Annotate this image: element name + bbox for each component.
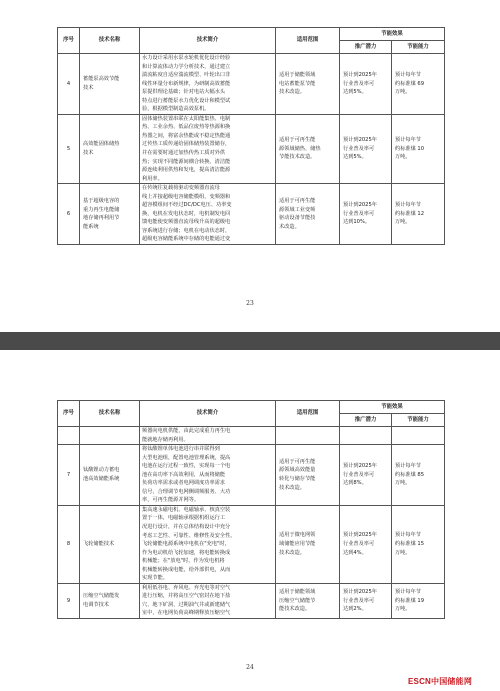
energy-saving-capacity-line: 约标准煤 10 — [395, 145, 424, 152]
application-scope-line: 源领域储热、储热 — [279, 145, 321, 152]
energy-saving-capacity-line: 万吨。 — [395, 549, 411, 556]
technology-name-cell — [80, 184, 140, 245]
promotion-potential-line: 行业普及率可 — [343, 597, 375, 604]
technology-intro-line: 进行压缩，并将高压空气密封在地下盐 — [142, 593, 231, 600]
application-scope-line: 转化与储存节能 — [279, 476, 316, 482]
technology-name-line: 技术 — [83, 150, 94, 157]
energy-saving-capacity-cell — [392, 445, 445, 506]
energy-saving-capacity-line: 预计每年节 — [395, 463, 421, 470]
header-capacity: 节能能力 — [392, 41, 445, 54]
technology-name-line: 重力再生电能储 — [83, 206, 120, 213]
application-scope-line: 适用于可再生能 — [279, 137, 316, 144]
technology-intro-line: 源连续利用供热和发电，提高清洁能源 — [142, 167, 231, 174]
header-name: 技术名称 — [80, 401, 140, 427]
technology-name-cell — [80, 445, 140, 506]
technology-name-line: 地存储再利用节 — [83, 215, 120, 222]
technology-intro-cell — [140, 54, 276, 115]
energy-saving-capacity-cell — [392, 54, 445, 115]
technology-intro-line: 过传热工质传递给固体储热装置储存， — [142, 141, 231, 148]
technology-intro-line: 率，可再生能源并网等。 — [142, 497, 200, 504]
technology-intro-line: 线性环量分布新规律，为研制高效蓄能 — [142, 80, 231, 87]
energy-saving-capacity-line: 约标准煤 15 — [395, 541, 424, 548]
energy-saving-capacity-line: 约标准煤 19 — [395, 597, 424, 604]
technology-name-line: 能系统 — [83, 223, 99, 230]
application-scope-line: 驱动设备节能技 — [279, 215, 316, 222]
technology-intro-line: 容系统进行存储；电机在电动状态时， — [142, 227, 231, 234]
promotion-potential-cell — [340, 505, 392, 583]
application-scope-line: 压缩空气储能节 — [279, 597, 316, 604]
header-potential: 推广潜力 — [340, 414, 392, 427]
promotion-potential-cell — [340, 583, 392, 618]
row-number-cell: 7 — [58, 445, 80, 506]
technology-intro-line: 超级电容储能系统中存储的电能通过变 — [142, 236, 231, 243]
promotion-potential-line: 预计到2025年 — [343, 137, 377, 144]
application-scope-line: 适用于储能领域 — [279, 72, 316, 79]
energy-saving-capacity-line: 万吨。 — [395, 89, 411, 96]
application-scope-line: 节能技术改造。 — [279, 154, 316, 161]
technology-intro-cell — [140, 184, 276, 245]
technology-intro-line: 实现节能。 — [142, 575, 168, 582]
energy-saving-capacity-line: 预计每年节 — [395, 72, 421, 79]
energy-saving-capacity-cell — [392, 583, 445, 618]
energy-saving-capacity-line: 约标准煤 85 — [395, 471, 424, 478]
technology-intro-line: 将钛酸锂单体电池进行串并联得到 — [142, 446, 220, 453]
technology-name-line: 高效能固体储热 — [83, 141, 120, 148]
document-page-24 — [0, 350, 500, 691]
page-divider — [0, 332, 500, 350]
application-scope-line: 源领域高效能量 — [279, 467, 316, 474]
technology-intro-line: 考虑工艺性、可靠性、维修性及安全性。 — [142, 532, 236, 539]
document-page-23 — [0, 0, 500, 332]
application-scope-line: 适用于微电网领 — [279, 532, 316, 539]
energy-saving-capacity-line: 预计每年节 — [395, 202, 421, 209]
application-scope-cell — [276, 184, 340, 245]
technology-name-line: 技术 — [83, 84, 94, 91]
promotion-potential-line: 预计到2025年 — [343, 202, 377, 209]
technology-name-cell — [80, 505, 140, 583]
technology-intro-line: 能就地存储再利用。 — [142, 436, 189, 443]
energy-saving-capacity-line: 预计每年节 — [395, 137, 421, 144]
application-scope-line: 适用于可再生能 — [279, 458, 316, 465]
technology-name-cell — [80, 54, 140, 115]
header-potential: 推广潜力 — [340, 41, 392, 54]
technology-intro-line: 利用率。 — [142, 175, 163, 182]
energy-saving-capacity-line: 预计每年节 — [395, 532, 421, 539]
header-no: 序号 — [58, 401, 80, 427]
application-scope-cell — [276, 445, 340, 506]
promotion-potential-line: 达到10%。 — [343, 219, 371, 226]
promotion-potential-cell — [340, 427, 392, 445]
technology-intro-line: 集高速永磁电机、电磁轴承、核真空装 — [142, 506, 231, 513]
technology-intro-line: 穴、地下矿洞、过期油气井或新建储气 — [142, 601, 231, 608]
technology-intro-line: 池在高功率下高效利用，从而将储能 — [142, 471, 226, 478]
application-scope-cell — [276, 114, 340, 183]
promotion-potential-line: 行业普及率可 — [343, 145, 375, 152]
row-number-cell: 4 — [58, 54, 80, 115]
technology-intro-line: 信号，合理调节电网侧调频服务、大功 — [142, 488, 231, 495]
application-scope-line: 技术改造。 — [279, 484, 305, 491]
escn-logo — [408, 676, 472, 687]
technology-intro-cell — [140, 505, 276, 583]
table-row — [58, 445, 445, 506]
technology-intro-line: 固体储热装置串联在太阳能集热、电制 — [142, 115, 231, 122]
application-scope-line: 能技术改造。 — [279, 606, 311, 613]
technology-intro-line: 泵提供理论基础；针对电站大幅水头 — [142, 89, 226, 96]
table-row — [58, 583, 445, 618]
technology-intro-line: 水力设计采用水泵水轮机优化设计经验 — [142, 55, 231, 61]
technology-intro-line: 负荷功率需求或者电网调度功率需求 — [142, 480, 226, 487]
application-scope-cell — [276, 54, 340, 115]
promotion-potential-line: 预计到2025年 — [343, 463, 377, 470]
application-scope-line: 技术改造。 — [279, 89, 305, 96]
technology-name-cell — [80, 427, 140, 445]
application-scope-line: 域储能应用节能 — [279, 541, 316, 548]
promotion-potential-line: 行业普及率可 — [343, 80, 375, 87]
promotion-potential-cell — [340, 114, 392, 183]
technology-intro-line: 频器向电机供能，由此完成重力再生电 — [142, 428, 231, 434]
technology-name-line: 压缩空气储能发 — [83, 593, 120, 600]
application-scope-line: 术改造。 — [279, 223, 300, 230]
table-row — [58, 114, 445, 183]
row-number-cell — [58, 427, 80, 445]
table-row — [58, 505, 445, 583]
header-effect: 节能效果 — [340, 401, 445, 414]
header-no: 序号 — [58, 28, 80, 54]
technology-intro-line: 室中，在电网负荷高峰期释放压缩空气 — [142, 610, 231, 617]
row-number-cell: 5 — [58, 114, 80, 183]
technology-intro-line: 利用低谷电、弃风电、弃光电等对空气 — [142, 584, 231, 591]
row-number-cell: 6 — [58, 184, 80, 245]
header-intro: 技术简介 — [140, 401, 276, 427]
energy-saving-capacity-cell — [392, 114, 445, 183]
row-number-cell: 9 — [58, 583, 80, 618]
technology-intro-line: 热器之间，将富余热能或不稳定热能通 — [142, 132, 231, 139]
application-scope-cell — [276, 583, 340, 618]
promotion-potential-line: 达到2%。 — [343, 606, 367, 613]
energy-saving-capacity-cell — [392, 184, 445, 245]
application-scope-line: 技术改造。 — [279, 549, 305, 556]
promotion-potential-line: 达到4%。 — [343, 549, 367, 556]
technology-intro-line: 置于一体，电磁轴承根据机组运行工 — [142, 515, 226, 522]
technology-name-line: 池高效储能系统 — [83, 476, 120, 482]
header-name: 技术名称 — [80, 28, 140, 54]
application-scope-line: 适用于储能领域 — [279, 589, 316, 596]
technology-intro-line: 电池在运行过程一致性，实现每一个电 — [142, 463, 231, 470]
technology-intro-cell — [140, 445, 276, 506]
promotion-potential-cell — [340, 184, 392, 245]
promotion-potential-line: 行业普及率可 — [343, 210, 375, 217]
row-number-cell: 8 — [58, 505, 80, 583]
promotion-potential-line: 达到5%。 — [343, 154, 367, 161]
technology-name-cell — [80, 583, 140, 618]
application-scope-line: 源领域工业变频 — [279, 206, 316, 213]
energy-saving-capacity-cell — [392, 427, 445, 445]
application-scope-line: 适用于可再生能 — [279, 197, 316, 204]
technology-intro-cell — [140, 114, 276, 183]
technology-intro-cell — [140, 583, 276, 618]
header-scope: 适用范围 — [276, 401, 340, 427]
header-capacity: 节能能力 — [392, 414, 445, 427]
technology-name-cell — [80, 114, 140, 183]
energy-saving-capacity-line: 万吨。 — [395, 219, 411, 226]
technology-intro-line: 换，电机在发电状态时，电机制发电回 — [142, 210, 231, 217]
energy-saving-capacity-line: 约标准煤 12 — [395, 210, 424, 217]
header-scope: 适用范围 — [276, 28, 340, 54]
logo-brand: ESCN — [408, 677, 432, 686]
table-row — [58, 184, 445, 245]
technology-name-line: 钛酸锂动力蓄电 — [83, 467, 120, 474]
technology-intro-line: 作为电动机给飞轮加速，将电能转换成 — [142, 549, 231, 556]
technology-intro-line: 馈电能使变频器直流母线升高的超级电 — [142, 219, 231, 226]
promotion-potential-cell — [340, 54, 392, 115]
technology-table — [57, 400, 445, 619]
application-scope-cell — [276, 427, 340, 445]
application-scope-line: 电站蓄能泵节能 — [279, 80, 316, 87]
technology-intro-cell — [140, 427, 276, 445]
page-number: 24 — [246, 664, 254, 671]
header-intro: 技术简介 — [140, 28, 276, 54]
technology-intro-line: 在传统往复载荷驱动变频器直流母 — [142, 185, 220, 192]
technology-intro-line: 特点进行蓄能泵水力优化设计和模型试 — [142, 97, 231, 104]
technology-intro-line: 并在需要时通过加热传热工质对外供 — [142, 150, 226, 157]
energy-saving-capacity-line: 约标准煤 69 — [395, 80, 424, 87]
promotion-potential-line: 行业普及率可 — [343, 471, 375, 478]
energy-saving-capacity-line: 万吨。 — [395, 606, 411, 613]
promotion-potential-line: 达到5%。 — [343, 89, 367, 96]
energy-saving-capacity-line: 万吨。 — [395, 480, 411, 487]
technology-intro-line: 超容模组间不经过DC/DC电压、功率变 — [142, 202, 232, 209]
technology-name-line: 蓄能泵高效节能 — [83, 76, 120, 83]
energy-saving-capacity-line: 万吨。 — [395, 154, 411, 161]
promotion-potential-line: 达到8%。 — [343, 480, 367, 487]
technology-intro-line: 验，根据模型制造高效泵机。 — [142, 106, 210, 113]
technology-name-line: 基于超级电容的 — [83, 197, 120, 204]
technology-name-line: 电调节技术 — [83, 601, 109, 608]
table-row — [58, 427, 445, 445]
energy-saving-capacity-line: 预计每年节 — [395, 589, 421, 596]
promotion-potential-line: 预计到2025年 — [343, 532, 377, 539]
technology-intro-line: 机械能；在"放电"时，作为发电机将 — [142, 558, 225, 565]
header-effect: 节能效果 — [340, 28, 445, 41]
logo-text: 中国储能网 — [431, 677, 473, 686]
technology-table — [57, 27, 445, 245]
promotion-potential-line: 预计到2025年 — [343, 589, 377, 596]
energy-saving-capacity-cell — [392, 505, 445, 583]
technology-intro-line: 机械能转换成电能，给外部供电，从而 — [142, 566, 231, 573]
technology-intro-line: 飞轮储能电源系统中电机在"充电"时， — [142, 541, 230, 548]
technology-intro-line: 线上并接超级电容储能模组，变频器和 — [142, 193, 231, 200]
technology-intro-line: 况进行设计，并在总体结构设计中充分 — [142, 524, 231, 531]
promotion-potential-cell — [340, 445, 392, 506]
technology-intro-line: 湍流粘度自适应湍流模型、叶轮出口非 — [142, 72, 231, 79]
technology-intro-line: 热、工业余热、低品位废热等热源和换 — [142, 124, 231, 131]
technology-intro-line: 大型电池组，配置电池管理系统，提高 — [142, 454, 231, 461]
promotion-potential-line: 行业普及率可 — [343, 541, 375, 548]
promotion-potential-line: 预计到2025年 — [343, 72, 377, 79]
technology-intro-line: 和计算流体动力学分析技术，通过建立 — [142, 63, 231, 70]
technology-name-line: 飞轮储能技术 — [83, 541, 115, 548]
page-number: 23 — [246, 300, 254, 307]
application-scope-cell — [276, 505, 340, 583]
table-row — [58, 54, 445, 115]
technology-intro-line: 热；实现不同能源间耦合转换、清洁能 — [142, 158, 231, 165]
